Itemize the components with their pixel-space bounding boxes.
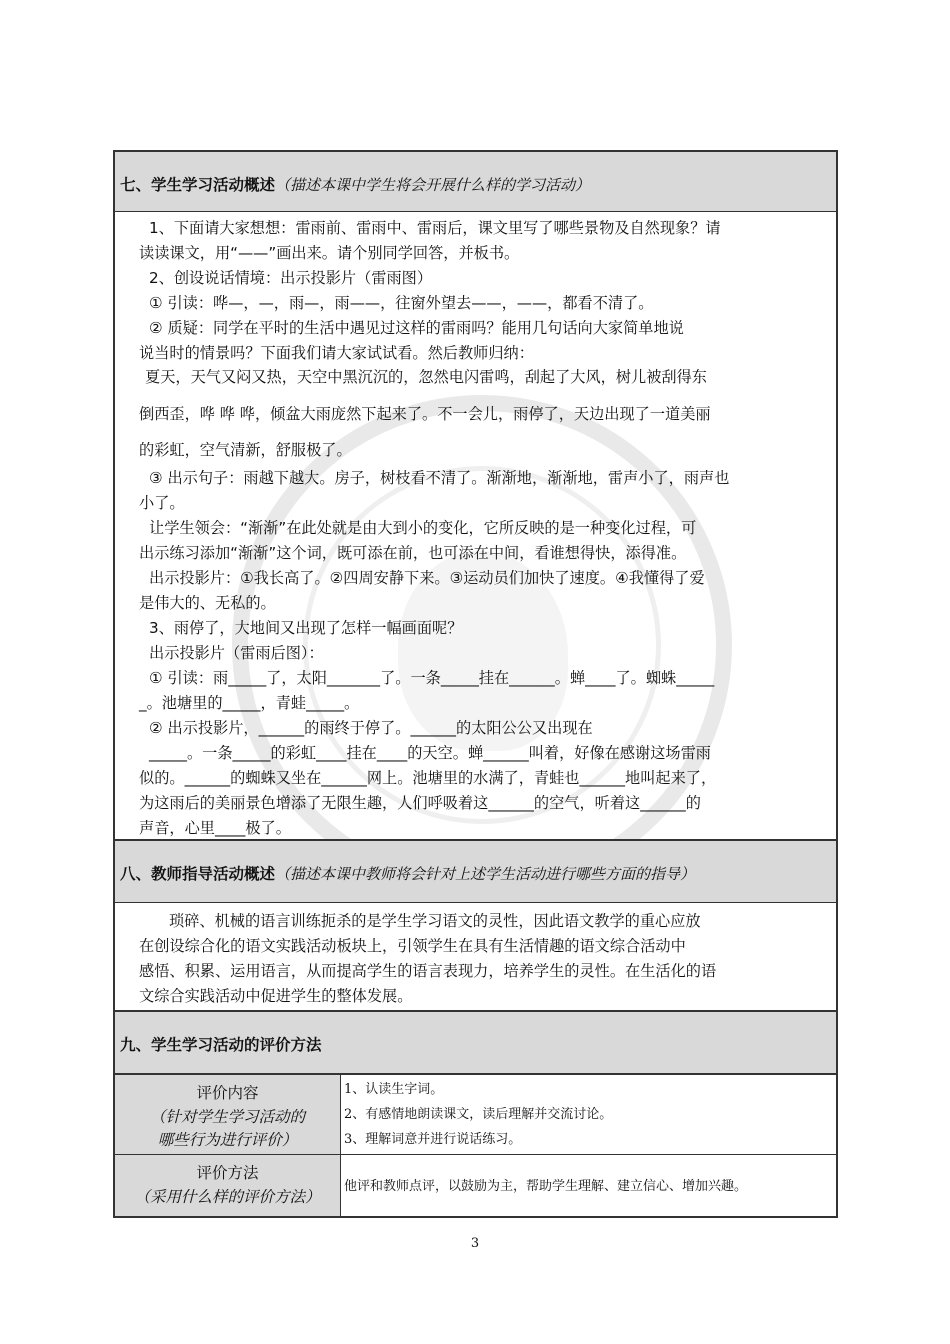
eval-method-label-cell [115,1155,341,1216]
s8-line: 琐碎、机械的语言训练扼杀的是学生学习语文的灵性，因此语文教学的重心应放 [169,912,701,930]
section-7-heading [120,173,590,195]
s7-line: 似的。______的蜘蛛又坐在______网上。池塘里的水满了，青蛙也______地叫起来了， [139,769,717,787]
eval-content-item: 1、认读生字词。 [344,1082,444,1097]
s7-line: 1、下面请大家想想：雷雨前、雷雨中、雷雨后，课文里写了哪些景物及自然现象？请 [149,219,721,237]
section-9-title: 九、学生学习活动的评价方法 [120,1036,322,1054]
s7-line: 2、创设说话情境：出示投影片（雷雨图） [149,269,433,287]
s7-line: 出示练习添加“渐渐”这个词，既可添在前，也可添在中间，看谁想得快，添得准。 [139,544,687,562]
section-7-body [113,212,838,839]
section-8-header [113,839,838,903]
s7-line: 出示投影片（雷雨后图）： [149,644,324,662]
evaluation-table [113,1073,838,1218]
eval-content-items-cell [341,1075,836,1154]
section-8-title: 八、教师指导活动概述 [120,865,276,883]
section-8-hint: （描述本课中教师将会针对上述学生活动进行哪些方面的指导） [275,865,696,883]
s7-line: ③ 出示句子：雨越下越大。房子，树枝看不清了。渐渐地，渐渐地，雷声小了，雨声也 [149,469,730,487]
eval-content-item: 3、理解词意并进行说话练习。 [344,1132,522,1147]
eval-content-label-cell [115,1075,341,1154]
section-8-body [113,903,838,1010]
s7-line: _____。一条_____的彩虹____挂在____的天空。蝉______叫着，好像在感谢这场雷雨 [149,744,711,762]
page-number: 3 [470,1236,480,1251]
s7-line: 夏天，天气又闷又热，天空中黑沉沉的，忽然电闪雷鸣，刮起了大风，树儿被刮得东 [145,368,707,386]
s7-line: 倒西歪，哗 哗 哗，倾盆大雨庞然下起来了。不一会儿，雨停了，天边出现了一道美丽 [139,405,711,423]
s8-line: 文综合实践活动中促进学生的整体发展。 [139,987,413,1005]
s8-line: 感悟、积累、运用语言，从而提高学生的语言表现力，培养学生的灵性。在生活化的语 [139,962,717,980]
eval-content-hint-2: 哪些行为进行评价） [157,1131,298,1149]
s7-line: 让学生领会：“渐渐”在此处就是由大到小的变化，它所反映的是一种变化过程，可 [149,519,697,537]
section-7-header [113,150,838,212]
eval-method-label: 评价方法 [196,1164,259,1182]
section-7-hint: （描述本课中学生将会开展什么样的学习活动） [275,176,591,194]
s7-line: 为这雨后的美丽景色增添了无限生趣，人们呼吸着这______的空气，听着这______的 [139,794,701,812]
s7-line: 是伟大的、无私的。 [139,594,276,612]
s7-line: 3、雨停了，大地间又出现了怎样一幅画面呢？ [149,619,463,637]
section-8-heading [120,862,695,884]
s7-line: 声音，心里____极了。 [139,819,291,837]
s8-line: 在创设综合化的语文实践活动板块上，引领学生在具有生活情趣的语文综合活动中 [139,937,686,955]
s7-line: ② 出示投影片，______的雨终于停了。______的太阳公公又出现在 [149,719,593,737]
eval-method-text: 他评和教师点评，以鼓励为主，帮助学生理解、建立信心、增加兴趣。 [344,1179,748,1194]
section-7-title: 七、学生学习活动概述 [120,176,276,194]
s7-line: 出示投影片：①我长高了。②四周安静下来。③运动员们加快了速度。④我懂得了爱 [149,569,705,587]
s7-line: 的彩虹，空气清新，舒服极了。 [139,441,352,459]
eval-method-hint: （采用什么样的评价方法） [134,1188,321,1206]
s7-line: _。池塘里的_____，青蛙_____。 [139,694,360,712]
s7-line: ② 质疑：同学在平时的生活中遇见过这样的雷雨吗？能用几句话向大家简单地说 [149,319,684,337]
eval-content-item: 2、有感情地朗读课文，读后理解并交流讨论。 [344,1107,613,1122]
s7-line: 小了。 [139,494,185,512]
s7-line: ① 引读：雨_____了，太阳_______了。一条_____挂在______。蝉____了。蜘蛛_____ [149,669,715,687]
eval-content-label: 评价内容 [196,1084,259,1102]
eval-content-hint-1: （针对学生学习活动的 [149,1108,305,1126]
s7-line: 读读课文，用“——”画出来。请个别同学回答，并板书。 [139,244,520,262]
s7-line: ① 引读：哗—，—，雨—，雨——，往窗外望去——，——，都看不清了。 [149,294,654,312]
section-9-header [113,1010,838,1073]
s7-line: 说当时的情景吗？下面我们请大家试试看。然后教师归纳： [139,344,534,362]
